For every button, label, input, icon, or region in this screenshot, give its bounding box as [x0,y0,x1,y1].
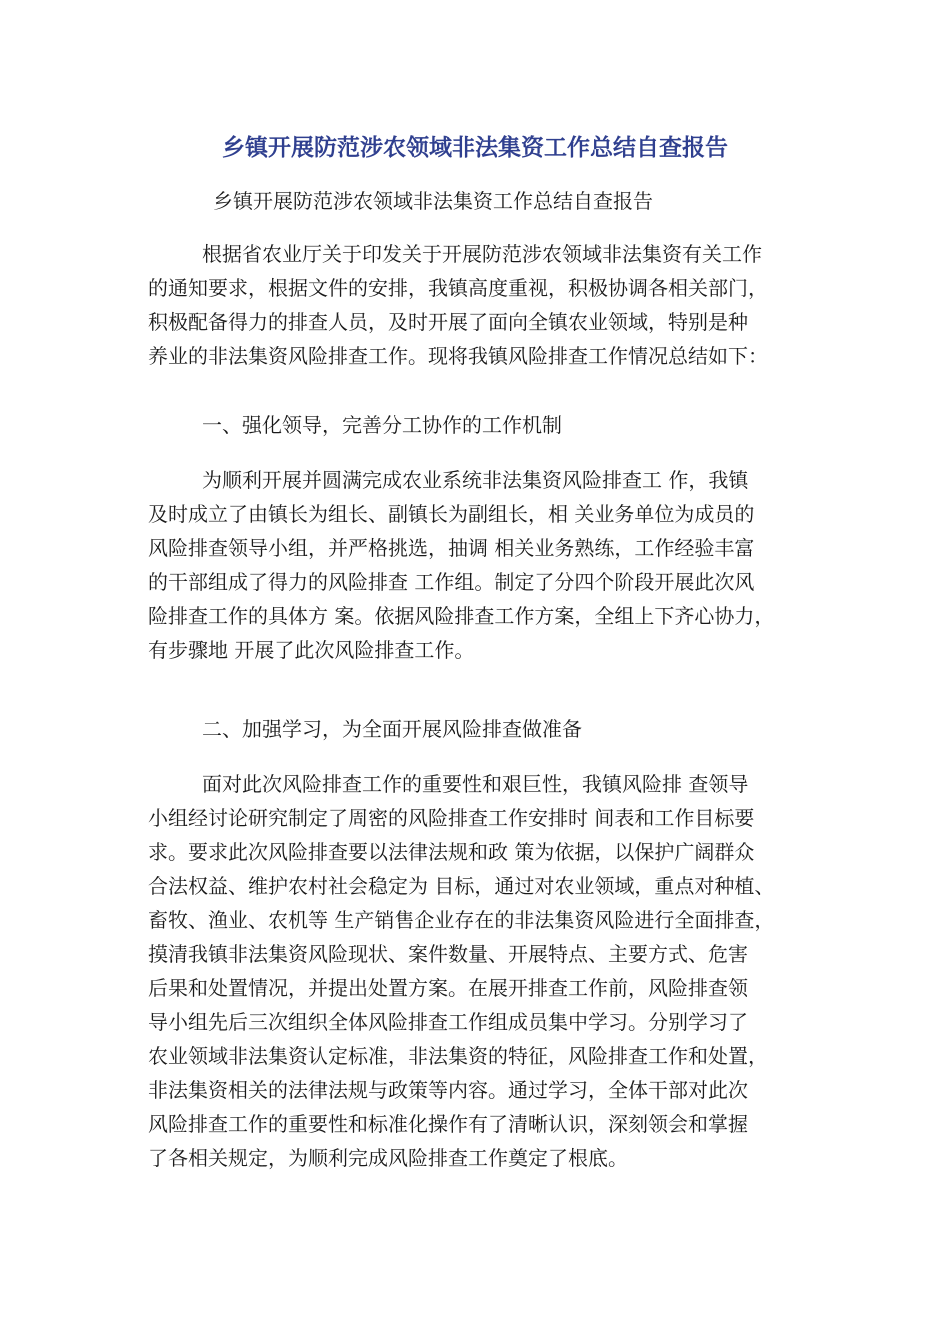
section-heading-1: 一、强化领导，完善分工协作的工作机制 [202,413,562,437]
paragraph-line: 了各相关规定，为顺利完成风险排查工作奠定了根底。 [148,1146,628,1170]
paragraph-line: 有步骤地 开展了此次风险排查工作。 [148,638,475,662]
paragraph-line: 合法权益、维护农村社会稳定为 目标，通过对农业领域，重点对种植、 [148,874,775,898]
paragraph-line: 养业的非法集资风险排查工作。现将我镇风险排查工作情况总结如下： [148,344,768,368]
paragraph-line: 及时成立了由镇长为组长、副镇长为副组长，相 关业务单位为成员的 [148,502,755,526]
paragraph-line: 根据省农业厅关于印发关于开展防范涉农领域非法集资有关工作 [202,242,762,266]
paragraph-intro [148,237,823,373]
document-title: 乡镇开展防范涉农领域非法集资工作总结自查报告 [222,135,728,161]
paragraph-line: 求。要求此次风险排查要以法律法规和政 策为依据，以保护广阔群众 [148,840,755,864]
paragraph-line: 农业领域非法集资认定标准，非法集资的特征，风险排查工作和处置， [148,1044,768,1068]
section-heading-2: 二、加强学习，为全面开展风险排查做准备 [202,717,582,741]
paragraph-line: 非法集资相关的法律法规与政策等内容。通过学习，全体干部对此次 [148,1078,748,1102]
paragraph-line: 畜牧、渔业、农机等 生产销售企业存在的非法集资风险进行全面排查， [148,908,775,932]
paragraph-line: 小组经讨论研究制定了周密的风险排查工作安排时 间表和工作目标要 [148,806,755,830]
paragraph-section-2 [148,767,823,1175]
paragraph-line: 面对此次风险排查工作的重要性和艰巨性，我镇风险排 查领导 [202,772,749,796]
paragraph-line: 积极配备得力的排查人员，及时开展了面向全镇农业领域，特别是种 [148,310,748,334]
paragraph-line: 后果和处置情况，并提出处置方案。在展开排查工作前，风险排查领 [148,976,748,1000]
paragraph-line: 的通知要求，根据文件的安排，我镇高度重视，积极协调各相关部门， [148,276,768,300]
paragraph-line: 摸清我镇非法集资风险现状、案件数量、开展特点、主要方式、危害 [148,942,748,966]
paragraph-line: 险排查工作的具体方 案。依据风险排查工作方案，全组上下齐心协力， [148,604,775,628]
paragraph-line: 的干部组成了得力的风险排查 工作组。制定了分四个阶段开展此次风 [148,570,755,594]
paragraph-line: 风险排查领导小组，并严格挑选，抽调 相关业务熟练，工作经验丰富 [148,536,755,560]
paragraph-section-1 [148,463,823,667]
paragraph-line: 为顺利开展并圆满完成农业系统非法集资风险排查工 作，我镇 [202,468,749,492]
paragraph-line: 导小组先后三次组织全体风险排查工作组成员集中学习。分别学习了 [148,1010,748,1034]
document-subtitle: 乡镇开展防范涉农领域非法集资工作总结自查报告 [213,189,653,213]
paragraph-line: 风险排查工作的重要性和标准化操作有了清晰认识，深刻领会和掌握 [148,1112,748,1136]
